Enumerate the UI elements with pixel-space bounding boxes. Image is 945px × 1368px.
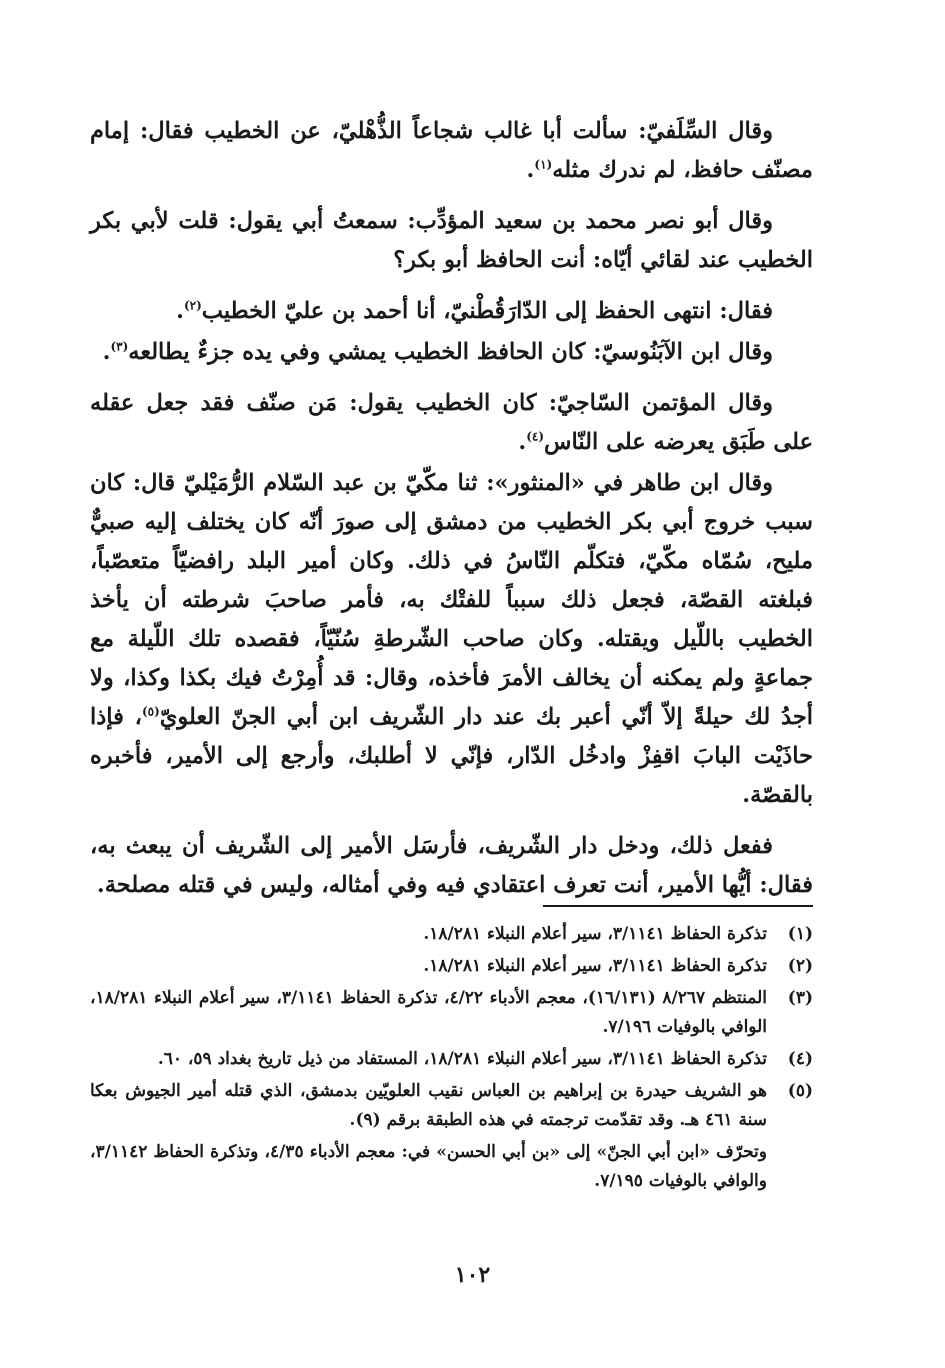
footnote-ref: (٤)	[526, 429, 545, 444]
footnote	[90, 952, 813, 981]
paragraph	[90, 464, 813, 815]
paragraph-end: .	[102, 339, 111, 365]
footnote-number: (٥)	[787, 1081, 813, 1101]
footnote-number: (٢)	[787, 956, 813, 976]
footnote-text: المنتظم ٨/٢٦٧ (١٦/١٣١)، معجم الأدباء ٤/٢٢، تذكرة الحفاظ ٣/١١٤١، سير أعلام النبلاء ١٨/٢٨١، الوافي بالوفيات ٧/١٩٦.	[90, 988, 768, 1037]
footnote-text: تذكرة الحفاظ ٣/١١٤١، سير أعلام النبلاء ١٨/٢٨١، المستفاد من ذيل تاريخ بغداد ٥٩، ٦٠.	[157, 1049, 767, 1069]
paragraph-end: .	[526, 157, 535, 183]
paragraph-text: وقال أبو نصر محمد بن سعيد المؤدِّب: سمعتُ أبي يقول: قلت لأبي بكر الخطيب عند لقائي أيّاه: أنت الحافظ أبو بكر؟	[90, 208, 813, 273]
paragraph	[90, 202, 813, 280]
footnote-number: (١)	[787, 924, 813, 944]
footnote-number: (٣)	[787, 988, 813, 1008]
footnote-number: (٤)	[787, 1049, 813, 1069]
footnote	[90, 920, 813, 949]
page-number: ١٠٢	[454, 1262, 491, 1288]
footnote	[90, 1077, 813, 1135]
paragraph-text: وقال السِّلَفيّ: سألت أبا غالب شجاعاً الذُّهْليّ، عن الخطيب فقال: إمام مصنّف حافظ، لم ندرك مثله	[90, 118, 813, 183]
paragraph	[90, 292, 813, 331]
paragraph-text: فقال: انتهى الحفظ إلى الدّارَقُطْنيّ، أنا أحمد بن عليّ الخطيب	[201, 298, 773, 324]
paragraph	[90, 333, 813, 372]
paragraph-text: وقال المؤتمن السّاجيّ: كان الخطيب يقول: مَن صنّف فقد جعل عقله على طَبَق يعرضه على النّاس	[90, 390, 813, 455]
footnote-text: هو الشريف حيدرة بن إبراهيم بن العباس نقيب العلويّين بدمشق، الذي قتله أمير الجيوش بعكا سنة ٤٦١ هـ. وقد تقدّمت ترجمته في هذه الطبقة برقم (٩).	[90, 1081, 767, 1130]
paragraph-text: وقال ابن الآبَنُوسيّ: كان الحافظ الخطيب يمشي وفي يده جزءٌ يطالعه	[128, 339, 773, 365]
paragraph-text: ففعل ذلك، ودخل دار الشّريف، فأرسَل الأمير إلى الشّريف أن يبعث به، فقال: أيُّها الأمير، أنت تعرف اعتقادي فيه وفي أمثاله، وليس في قتله مصلحة.	[90, 833, 813, 898]
paragraph	[90, 384, 813, 462]
footnote-ref: (٣)	[110, 339, 129, 354]
main-text	[90, 112, 813, 905]
footnote-ref: (٢)	[183, 298, 202, 313]
footnote-ref: (٥)	[141, 704, 160, 719]
footnote	[90, 1045, 813, 1074]
footnotes	[90, 920, 813, 1196]
footnote-text: تذكرة الحفاظ ٣/١١٤١، سير أعلام النبلاء ١٨/٢٨١.	[423, 924, 767, 944]
paragraph-end: .	[176, 298, 184, 324]
paragraph	[90, 827, 813, 905]
footnote-continuation: وتحرّف «ابن أبي الجنّ» إلى «بن أبي الحسن» في: معجم الأدباء ٤/٣٥، وتذكرة الحفاظ ٣/١١٤٢، والوافي بالوفيات ٧/١٩٥.	[90, 1142, 767, 1191]
footnote-ref: (١)	[534, 157, 553, 172]
paragraph	[90, 112, 813, 190]
paragraph-text: وقال ابن طاهر في «المنثور»: ثنا مكّيّ بن عبد السّلام الرُّمَيْليّ قال: كان سبب خروج أبي بكر الخطيب من دمشق إلى صورَ أنّه كان يختلف إليه صبيٌّ مليح، سُمّاه مكّيّ، فتكلّم النّاسُ في ذلك. وكان أمير البلد رافضيّاً متعصّباً، فبلغته القصّة، فجعل ذلك سبباً للفتْك به، فأمر صاحبَ شرطته أن يأخذ الخطيب باللّيل ويقتله. وكان صاحب الشّرطةِ سُنّيّاً، فقصده تلك اللّيلة مع جماعةٍ ولم يمكنه أن يخالف الأمرَ فأخذه، وقال: قد أُمِرْتُ فيك بكذا وكذا، ولا أجدُ لك حيلةً إلاّ أنّي أعبر بك عند دار الشّريف ابن أبي الجنّ العلويّ	[90, 470, 814, 730]
footnote-text: تذكرة الحفاظ ٣/١١٤١، سير أعلام النبلاء ١٨/٢٨١.	[423, 956, 767, 976]
paragraph-end: .	[518, 429, 527, 455]
footnote-divider	[543, 905, 813, 907]
paragraph-end: ، فإذا حاذَيْت البابَ اقفِزْ وادخُل الدّار، فإنّي لا أطلبك، وأرجع إلى الأمير، فأخبره بالقصّة.	[90, 704, 813, 808]
footnote	[90, 984, 813, 1042]
